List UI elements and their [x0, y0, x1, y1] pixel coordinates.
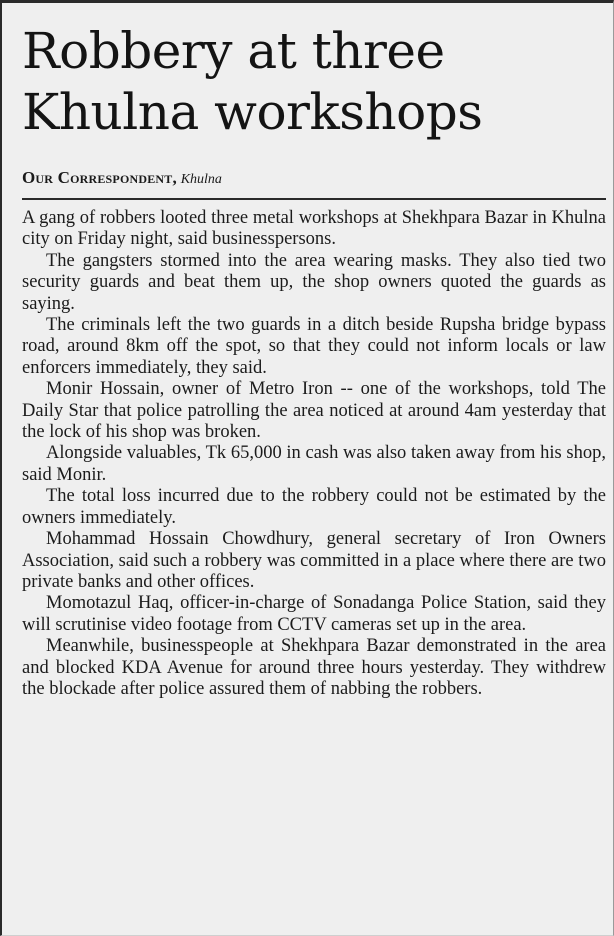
byline-location: Khulna — [180, 172, 222, 187]
headline: Robbery at three Khulna workshops — [22, 22, 483, 141]
article-paragraph: Mohammad Hossain Chowdhury, general secretary of Iron Owners Association, said such a robbery was committed in a place where there are two private banks and other offices. — [22, 529, 606, 592]
byline-divider — [22, 198, 606, 200]
article-paragraph: Monir Hossain, owner of Metro Iron -- one of the workshops, told The Daily Star that police patrolling the area noticed at around 4am yesterday that the lock of his shop was broken. — [22, 379, 606, 443]
article-paragraph: The gangsters stormed into the area wearing masks. They also tied two security guards and beat them up, the shop owners quoted the guards as saying. — [22, 250, 606, 314]
byline — [22, 169, 222, 189]
article-paragraph: The total loss incurred due to the robbery could not be estimated by the owners immediately. — [22, 486, 606, 528]
article-paragraph: A gang of robbers looted three metal workshops at Shekhpara Bazar in Khulna city on Friday night, said businesspersons. — [22, 208, 606, 250]
article-paragraph: Alongside valuables, Tk 65,000 in cash was also taken away from his shop, said Monir. — [22, 443, 606, 485]
article-paragraph: Momotazul Haq, officer-in-charge of Sonadanga Police Station, said they will scrutinise video footage from CCTV cameras set up in the area. — [22, 593, 606, 635]
article-paragraph: Meanwhile, businesspeople at Shekhpara Bazar demonstrated in the area and blocked KDA Avenue for around three hours yesterday. They withdrew the blockade after police assured them of nabbing the robbers. — [22, 636, 606, 699]
article-paragraph: The criminals left the two guards in a ditch beside Rupsha bridge bypass road, around 8km off the spot, so that they could not inform locals or law enforcers immediately, they said. — [22, 315, 606, 378]
byline-author: Our Correspondent, — [22, 168, 177, 187]
article-body — [22, 208, 606, 700]
